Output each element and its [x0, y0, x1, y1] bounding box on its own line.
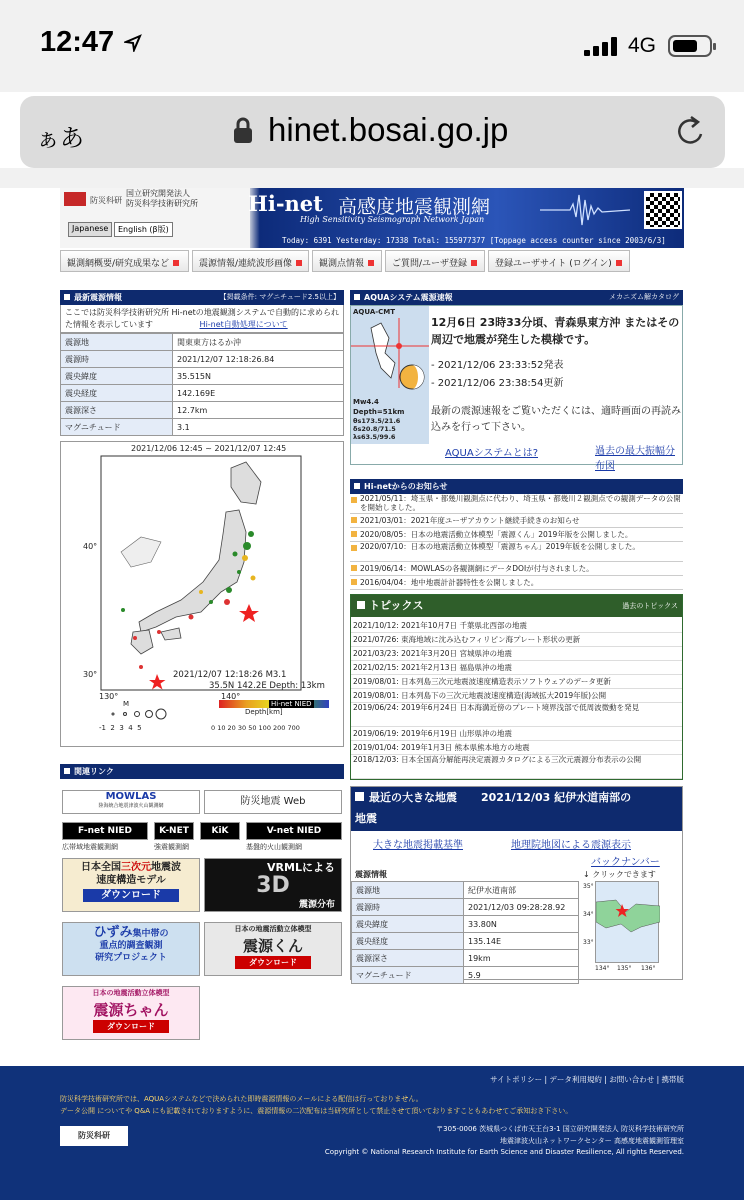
- nav-stations[interactable]: 観測点情報: [312, 250, 382, 272]
- org-name: 国立研究開発法人 防災科学技術研究所: [126, 189, 198, 208]
- table-row: 震源地 紀伊水道南部: [352, 882, 579, 899]
- news-item[interactable]: 2021/05/11：埼玉県・都幾川観測点に代わり、埼玉県・都幾川２観測点での観測データの公開を開始しました。: [350, 494, 683, 514]
- nav-faq[interactable]: ご質問/ユーザ登録: [385, 250, 485, 272]
- vrml-3d-banner[interactable]: VRMLによる 3D 震源分布: [204, 858, 342, 912]
- news-item[interactable]: 2020/08/05：日本の地震活動立体模型「震源くん」2019年版を公開しました。: [350, 528, 683, 542]
- volcano-label: 基盤的火山観測網: [246, 843, 302, 851]
- nav-hypocenter[interactable]: 震源情報/連続波形画像: [192, 250, 309, 272]
- status-time: 12:47: [40, 26, 115, 58]
- aqua-about-link[interactable]: AQUAシステムとは?: [445, 448, 539, 459]
- news-item[interactable]: 2021/03/01：2021年度ユーザアカウント継続手続きのお知らせ: [350, 514, 683, 528]
- site-subtitle: High Sensitivity Seismograph Network Japan: [300, 215, 485, 224]
- logo-text: 防災科研: [90, 196, 122, 205]
- url-text[interactable]: hinet.bosai.go.jp: [268, 111, 509, 148]
- news-header: Hi-netからのお知らせ: [350, 479, 683, 494]
- footer-link-mobile[interactable]: 携帯版: [661, 1075, 684, 1084]
- table-row: マグニチュード 3.1: [61, 419, 344, 436]
- focal-mechanism-icon: [399, 364, 425, 390]
- auto-processing-link[interactable]: Hi-net自動処理について: [199, 320, 288, 329]
- table-row: 震源時 2021/12/03 09:28:28.92: [352, 899, 579, 916]
- table-row: 震央緯度 33.80N: [352, 916, 579, 933]
- aqua-announced: - 2021/12/06 23:33:52発表: [431, 360, 564, 371]
- aqua-header: AQUAシステム震源速報 メカニズム解カタログ: [350, 290, 683, 305]
- table-row: 震源地 関東東方はるか沖: [61, 334, 344, 351]
- site-title-jp: 高感度地震観測網: [338, 196, 491, 218]
- max-amplitude-link[interactable]: 過去の最大振幅分布図: [595, 446, 675, 472]
- recent-quake-table: [351, 881, 579, 984]
- topic-item[interactable]: 2021/03/23: 2021年3月20日 宮城県沖の地震: [351, 647, 682, 661]
- recent-links: [351, 831, 682, 867]
- mag-ticks: -1 2 3 4 5: [99, 724, 142, 732]
- map-lon-130: 130°: [99, 692, 119, 701]
- mechanism-catalog-link[interactable]: メカニズム解カタログ: [609, 293, 679, 301]
- web-page: [0, 188, 744, 1200]
- map-lon-134: 134°: [595, 965, 610, 972]
- topic-item[interactable]: 2021/02/15: 2021年2月13日 福島県沖の地震: [351, 661, 682, 675]
- latest-quake-header: 最新震源情報 【掲載条件: マグニチュード2.5以上】: [60, 290, 344, 305]
- aqua-param2: δs20.8/71.5: [353, 425, 396, 433]
- shingen-kun-banner[interactable]: 日本の地震活動立体模型 震源くん ダウンロード: [204, 922, 342, 976]
- footer-address1: 〒305-0006 茨城県つくば市天王台3-1 国立研究開発法人 防災科学技術研究所: [436, 1125, 684, 1133]
- topic-item[interactable]: 2019/08/01: 日本列島下の三次元地震波速度構造(海域拡大2019年版)公開: [351, 689, 682, 703]
- map-event-label: 2021/12/07 12:18:26 M3.1: [173, 670, 287, 680]
- topic-item[interactable]: 2019/06/24: 2019年6月24日 日本海溝近傍のプレート境界浅部で低周波微動を発見: [351, 703, 682, 727]
- recent-quake-map[interactable]: [595, 881, 659, 963]
- broadband-label: 広帯域地震観測網: [62, 843, 118, 851]
- left-column: [60, 290, 344, 732]
- aqua-title: 12月6日 23時33分頃、青森県東方沖 またはその周辺で地震が発生した模様です。: [431, 316, 680, 346]
- map-lat-34: 34°: [583, 911, 594, 918]
- criteria-link[interactable]: 大きな地震掲載基準: [373, 840, 463, 851]
- right-column: [350, 290, 683, 980]
- topics-section: [350, 594, 683, 780]
- aqua-depth: Depth=51km: [353, 408, 405, 416]
- site-title-en: Hi-net: [248, 191, 323, 216]
- aqua-body: 最新の震源速報をご覧いただくには、適時画面の再読み込みを行って下さい。: [431, 406, 681, 433]
- reload-icon[interactable]: [674, 113, 708, 149]
- table-row: 震央経度 135.14E: [352, 933, 579, 950]
- aqua-panel: [350, 305, 683, 472]
- table-row: 震央緯度 35.515N: [61, 368, 344, 385]
- back-number-link[interactable]: バックナンバー: [591, 857, 660, 868]
- related-links-header: 関連リンク: [60, 764, 344, 779]
- depth-ticks: 0 10 20 30 50 100 200 700: [211, 724, 300, 732]
- seismicity-map[interactable]: [60, 441, 344, 747]
- nied-logo[interactable]: [64, 192, 86, 206]
- table-row: 震央経度 142.169E: [61, 385, 344, 402]
- topic-item[interactable]: 2021/10/12: 2021年10月7日 千葉県北西部の地震: [351, 619, 682, 633]
- bosai-web-link[interactable]: 防災地震 Web: [204, 790, 342, 814]
- latest-quake-intro: ここでは防災科学技術研究所 Hi-netの地震観測システムで自動的に求められた情報を表示しています Hi-net自動処理について: [60, 305, 344, 333]
- topic-item[interactable]: 2019/08/01: 日本列島三次元地震波速度構造表示ソフトウェアのデータ更新: [351, 675, 682, 689]
- nav-overview[interactable]: 観測網概要/研究成果など: [60, 250, 189, 272]
- map-title: 2021/12/06 12:45 ~ 2021/12/07 12:45: [131, 444, 287, 453]
- topic-item[interactable]: 2021/07/26: 東海地域に沈み込むフィリピン海プレート形状の更新: [351, 633, 682, 647]
- footer: サイトポリシー | データ利用規約 | お問い合わせ | 携帯版 防災科学技術研究所では、AQUAシステムなどで決められた即時震源情報のメールによる配信は行っておりません。 データ公開 についてや Q&A にも記載されておりますように、震源情報の二次配布は当研究所として禁止させて頂いておりますこともあわせてご承知おき下さい。 防災科研 〒305-0006 茨城県つくば市天王台3-1 国立研究開発法人 防災科学技術研究所 地震津波火山ネットワークセンター 高感度地震観測管理室 Copyright © National Research Institute for Earth Science and Disaster Resilience, All rights Reserved.: [0, 1066, 744, 1200]
- knet-link[interactable]: K-NET: [154, 822, 194, 840]
- site-header: [60, 188, 684, 248]
- map-event-label2: 35.5N 142.2E Depth: 13km: [209, 681, 325, 691]
- velocity-model-banner[interactable]: 日本全国三次元地震波 速度構造モデル ダウンロード: [62, 858, 200, 912]
- table-row: マグニチュード 5.9: [352, 967, 579, 984]
- map-lon-140: 140°: [221, 692, 241, 701]
- fnet-link[interactable]: F-net NIED: [62, 822, 148, 840]
- lang-japanese-button[interactable]: Japanese: [68, 222, 112, 237]
- past-topics-link[interactable]: 過去のトピックス: [622, 602, 678, 610]
- topics-header: トピックス 過去のトピックス: [351, 595, 682, 617]
- map-lat-30: 30°: [83, 670, 98, 679]
- lock-icon: [232, 116, 254, 144]
- mowlas-link[interactable]: MOWLAS 陸海統合地震津波火山観測網: [62, 790, 200, 814]
- footer-link-contact[interactable]: お問い合わせ: [609, 1075, 655, 1084]
- network-type: 4G: [628, 34, 657, 57]
- footer-copyright: Copyright © National Research Institute for Earth Science and Disaster Resilience, All rights Reserved.: [324, 1148, 684, 1156]
- map-lat-40: 40°: [83, 542, 98, 551]
- qr-code: [644, 191, 682, 229]
- click-hint: ↓ クリックできます: [583, 870, 656, 879]
- topic-item[interactable]: 2019/01/04: 2019年1月3日 熊本県熊本地方の地震: [351, 741, 682, 755]
- table-row: 震源時 2021/12/07 12:18:26.84: [61, 351, 344, 368]
- topic-item[interactable]: 2018/12/03: 日本全国高分解能再決定震源カタログによる三次元震源分布表示の公開: [351, 755, 682, 779]
- kik-link[interactable]: KiK: [200, 822, 240, 840]
- map-lat-33: 33°: [583, 939, 594, 946]
- aqua-param1: θs173.5/21.6: [353, 417, 401, 425]
- recent-info-label: 震源情報: [355, 870, 387, 879]
- recent-quake-header: 最近の大きな地震 2021/12/03 紀伊水道南部の 地震: [351, 787, 682, 831]
- location-arrow-icon: [124, 34, 142, 52]
- news-section: [350, 479, 683, 590]
- main-nav: [60, 250, 684, 272]
- seismogram-graphic: [540, 190, 630, 230]
- vnet-link[interactable]: V-net NIED: [246, 822, 342, 840]
- aqua-updated: - 2021/12/06 23:38:54更新: [431, 378, 564, 389]
- table-row: 震源深さ 19km: [352, 950, 579, 967]
- shingen-chan-banner[interactable]: 日本の地震活動立体模型 震源ちゃん ダウンロード: [62, 986, 200, 1040]
- map-lon-136: 136°: [641, 965, 656, 972]
- news-item[interactable]: 2016/04/04：地中地震計計器特性を公開しました。: [350, 576, 683, 590]
- aqua-mw: Mw4.4: [353, 398, 379, 406]
- strong-motion-label: 強震観測網: [154, 843, 189, 851]
- battery-icon: [668, 35, 712, 57]
- map-lat-35: 35°: [583, 883, 594, 890]
- nav-login[interactable]: 登録ユーザサイト (ログイン): [488, 250, 630, 272]
- aqua-param3: λs63.5/99.6: [353, 433, 396, 441]
- footer-notice2: データ公開 についてや Q&A にも記載されておりますように、震源情報の二次配布は当研究所として禁止させて頂いておりますこともあわせてご承知おき下さい。: [60, 1107, 573, 1115]
- signal-bars-icon: [584, 36, 620, 56]
- gsi-map-link[interactable]: 地理院地図による震源表示: [511, 840, 631, 851]
- footer-logo[interactable]: 防災科研: [60, 1126, 128, 1146]
- strain-project-banner[interactable]: ひずみ集中帯の 重点的調査観測 研究プロジェクト: [62, 922, 200, 976]
- map-logo: Hi-net NIED: [271, 700, 312, 708]
- table-row: 震源深さ 12.7km: [61, 402, 344, 419]
- footer-link-terms[interactable]: データ利用規約: [549, 1075, 602, 1084]
- footer-link-policy[interactable]: サイトポリシー: [490, 1075, 543, 1084]
- topic-item[interactable]: 2019/06/19: 2019年6月19日 山形県沖の地震: [351, 727, 682, 741]
- latest-quake-table: [60, 333, 344, 436]
- news-item[interactable]: 2020/07/10：日本の地震活動立体模型「震源ちゃん」2019年版を公開しました。: [350, 542, 683, 562]
- access-counter: Today: 6391 Yesterday: 17338 Total: 155977377 [Toppage access counter since 2003/6/3]: [282, 236, 666, 245]
- footer-address2: 地震津波火山ネットワークセンター 高感度地震観測管理室: [500, 1137, 684, 1145]
- aqua-cmt-map[interactable]: AQUA-CMT Mw4.4 Depth=51km θs173.5/21.6 δs20.8/71.5 λs63.5/99.6: [351, 306, 429, 444]
- footer-notice1: 防災科学技術研究所では、AQUAシステムなどで決められた即時震源情報のメールによる配信は行っておりません。: [60, 1095, 423, 1103]
- mag-label: M: [123, 700, 130, 708]
- lang-english-button[interactable]: English (β版): [114, 222, 173, 237]
- recent-quake-section: [350, 786, 683, 980]
- map-lon-135: 135°: [617, 965, 632, 972]
- news-item[interactable]: 2019/06/14：MOWLASの各観測網にデータDOIが付与されました。: [350, 562, 683, 576]
- text-size-button[interactable]: ぁあ: [36, 124, 84, 152]
- depth-label: Depth[km]: [245, 708, 283, 716]
- status-bar: [0, 0, 744, 92]
